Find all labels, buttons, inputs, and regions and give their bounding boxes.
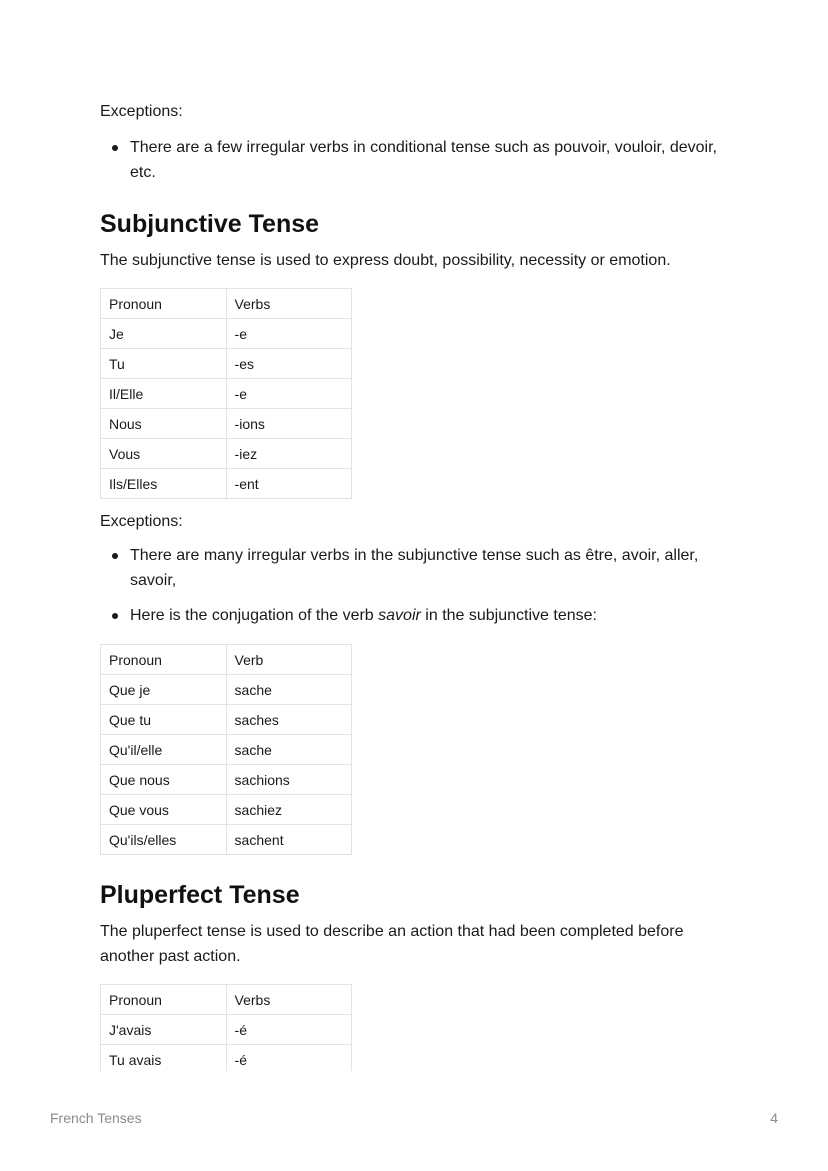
table-row: [101, 795, 352, 825]
table-cell: Que tu: [101, 705, 227, 735]
table-cell: Ils/Elles: [101, 469, 227, 499]
subjunctive-endings-table: [100, 288, 352, 499]
table-row: [101, 705, 352, 735]
table-header-cell: Verb: [226, 645, 351, 675]
table-header-cell: Pronoun: [101, 645, 227, 675]
list-item: [100, 603, 730, 628]
emphasized-verb: savoir: [378, 607, 421, 624]
table-cell: Nous: [101, 409, 227, 439]
subjunctive-heading: Subjunctive Tense: [100, 210, 320, 238]
footer-document-title: French Tenses: [50, 1110, 142, 1126]
table-cell: Tu avais: [101, 1045, 227, 1072]
footer-page-number: 4: [770, 1110, 778, 1126]
table-cell: J'avais: [101, 1015, 227, 1045]
pluperfect-heading: Pluperfect Tense: [100, 881, 300, 909]
table-cell: sache: [226, 735, 351, 765]
pluperfect-table-clip: [100, 984, 360, 1071]
table-cell: Il/Elle: [101, 379, 227, 409]
table-cell: -es: [226, 349, 351, 379]
table-cell: -e: [226, 319, 351, 349]
table-cell: -é: [226, 1045, 351, 1072]
table-cell: -iez: [226, 439, 351, 469]
table-header-cell: Verbs: [226, 985, 351, 1015]
list-item: There are a few irregular verbs in conditional tense such as pouvoir, vouloir, devoir, etc.: [100, 135, 730, 185]
table-row: [101, 825, 352, 855]
pluperfect-endings-table: [100, 984, 352, 1071]
table-cell: -e: [226, 379, 351, 409]
table-row: [101, 379, 352, 409]
list-item-text: in the subjunctive tense:: [420, 607, 597, 624]
table-row: [101, 675, 352, 705]
table-cell: Je: [101, 319, 227, 349]
list-item-text: Here is the conjugation of the verb: [130, 607, 379, 624]
table-cell: Que vous: [101, 795, 227, 825]
table-row: [101, 439, 352, 469]
subjunctive-description: The subjunctive tense is used to express doubt, possibility, necessity or emotion.: [100, 252, 671, 269]
savoir-conjugation-table: [100, 644, 352, 855]
table-cell: -ions: [226, 409, 351, 439]
list-item: There are many irregular verbs in the subjunctive tense such as être, avoir, aller, savoir,: [100, 543, 730, 593]
table-cell: -é: [226, 1015, 351, 1045]
table-cell: saches: [226, 705, 351, 735]
table-row: [101, 1045, 352, 1072]
exceptions-label: Exceptions:: [100, 103, 183, 120]
table-cell: sachiez: [226, 795, 351, 825]
table-cell: sache: [226, 675, 351, 705]
table-header-row: [101, 985, 352, 1015]
table-header-cell: Pronoun: [101, 289, 227, 319]
table-cell: -ent: [226, 469, 351, 499]
table-cell: Qu'il/elle: [101, 735, 227, 765]
table-row: [101, 409, 352, 439]
table-cell: Que nous: [101, 765, 227, 795]
table-row: [101, 349, 352, 379]
table-row: [101, 319, 352, 349]
exceptions-label: Exceptions:: [100, 513, 183, 530]
table-cell: sachions: [226, 765, 351, 795]
conditional-exceptions-list: [100, 135, 730, 185]
table-header-row: [101, 645, 352, 675]
table-header-row: [101, 289, 352, 319]
table-cell: Tu: [101, 349, 227, 379]
table-row: [101, 469, 352, 499]
table-row: [101, 1015, 352, 1045]
table-cell: Que je: [101, 675, 227, 705]
table-cell: sachent: [226, 825, 351, 855]
table-header-cell: Pronoun: [101, 985, 227, 1015]
pluperfect-description: The pluperfect tense is used to describe an action that had been completed before another past action.: [100, 923, 684, 965]
subjunctive-exceptions-list: [100, 543, 730, 628]
table-header-cell: Verbs: [226, 289, 351, 319]
table-cell: Vous: [101, 439, 227, 469]
table-row: [101, 735, 352, 765]
table-cell: Qu'ils/elles: [101, 825, 227, 855]
table-row: [101, 765, 352, 795]
